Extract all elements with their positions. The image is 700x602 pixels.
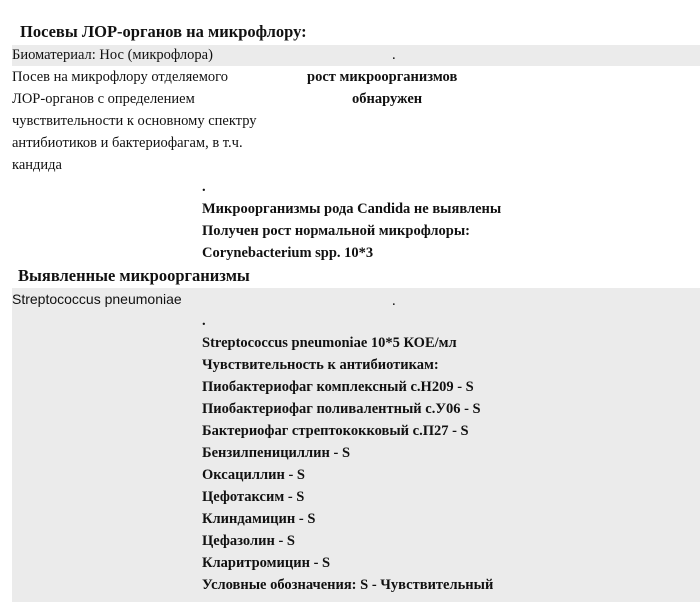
sensitivity-line: Оксациллин - S <box>202 467 305 483</box>
result-dot: . <box>392 47 396 63</box>
sensitivity-line: Streptococcus pneumoniae 10*5 КОЕ/мл <box>202 335 457 351</box>
sensitivity-line: Цефотаксим - S <box>202 489 305 505</box>
culture-result-line: Corynebacterium spp. 10*3 <box>202 245 374 261</box>
organism-name: Streptococcus pneumoniae <box>12 291 182 307</box>
section-title-detected-organisms: Выявленные микроорганизмы <box>18 266 250 285</box>
test-description-line: антибиотиков и бактериофагам, в т.ч. <box>12 135 243 151</box>
result-dot: . <box>202 313 206 329</box>
test-description-line: кандида <box>12 157 62 173</box>
result-dot: . <box>392 293 396 309</box>
biomaterial-label: Биоматериал: Нос (микрофлора) <box>12 47 213 63</box>
result-dot: . <box>202 179 206 195</box>
sensitivity-line: Пиобактериофаг поливалентный с.У06 - S <box>202 401 481 417</box>
test-description <box>12 66 257 176</box>
result-short-line: рост микроорганизмов <box>307 69 458 85</box>
culture-result-line: Микроорганизмы рода Candida не выявлены <box>202 201 502 217</box>
culture-result-block <box>202 198 501 264</box>
culture-result-line: Получен рост нормальной микрофлоры: <box>202 223 470 239</box>
test-description-line: Посев на микрофлору отделяемого <box>12 69 228 85</box>
section-title-lor-cultures: Посевы ЛОР-органов на микрофлору: <box>20 22 307 41</box>
sensitivity-line: Чувствительность к антибиотикам: <box>202 357 439 373</box>
sensitivity-result-block <box>202 332 493 596</box>
sensitivity-line: Клиндамицин - S <box>202 511 316 527</box>
test-description-line: чувствительности к основному спектру <box>12 113 257 129</box>
sensitivity-line: Пиобактериофаг комплексный с.Н209 - S <box>202 379 474 395</box>
sensitivity-line: Кларитромицин - S <box>202 555 331 571</box>
result-short-line: обнаружен <box>352 91 423 107</box>
sensitivity-line: Условные обозначения: S - Чувствительный <box>202 577 494 593</box>
sensitivity-line: Бактериофаг стрептококковый с.П27 - S <box>202 423 469 439</box>
sensitivity-line: Цефазолин - S <box>202 533 295 549</box>
test-description-line: ЛОР-органов с определением <box>12 91 195 107</box>
sensitivity-line: Бензилпенициллин - S <box>202 445 351 461</box>
